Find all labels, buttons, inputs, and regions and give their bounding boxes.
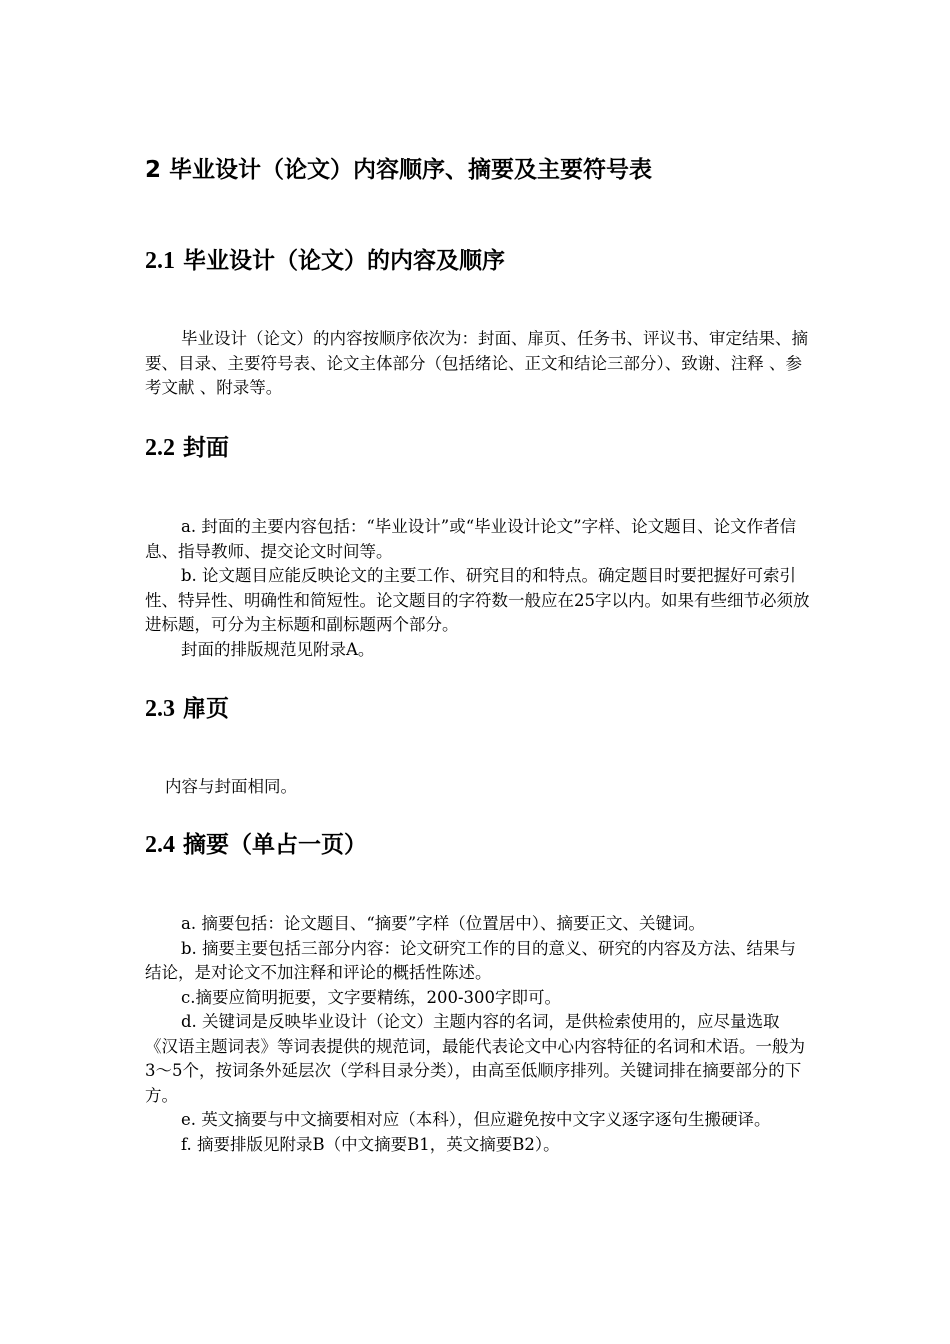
paragraph: d. 关键词是反映毕业设计（论文）主题内容的名词，是供检索使用的，应尽量选取《汉语主题词表》等词表提供的规范词，最能代表论文中心内容特征的名词和术语。一般为3～5个，按词条外延层次（学科目录分类），由高至低顺序排列。关键词排在摘要部分的下方。 <box>145 1012 805 1105</box>
paragraph: a. 封面的主要内容包括：“毕业设计”或“毕业设计论文”字样、论文题目、论文作者信息、指导教师、提交论文时间等。 <box>145 517 797 561</box>
section-body-2-4 <box>145 912 810 1157</box>
paragraph: c.摘要应简明扼要，文字要精练，200-300字即可。 <box>181 987 562 1007</box>
section-title: 封面 <box>183 434 230 461</box>
section-heading-2-4 <box>145 828 845 862</box>
paragraph: b. 论文题目应能反映论文的主要工作、研究目的和特点。确定题目时要把握好可索引性、特异性、明确性和简短性。论文题目的字符数一般应在25字以内。如果有些细节必须放进标题，可分为主标题和副标题两个部分。 <box>145 566 810 634</box>
main-heading: 2 毕业设计（论文）内容顺序、摘要及主要符号表 <box>145 157 653 183</box>
paragraph: 毕业设计（论文）的内容按顺序依次为：封面、扉页、任务书、评议书、审定结果、摘要、目录、主要符号表、论文主体部分（包括绪论、正文和结论三部分）、致谢、注释 、参考文献 、附录等。 <box>145 329 808 397</box>
section-title: 毕业设计（论文）的内容及顺序 <box>183 247 506 274</box>
paragraph: 封面的排版规范见附录A。 <box>181 639 375 659</box>
section-number: 2.4 <box>145 832 175 858</box>
section-title: 摘要（单占一页） <box>183 831 368 858</box>
section-body-2-1 <box>145 327 810 401</box>
section-number: 2.3 <box>145 696 175 722</box>
paragraph: e. 英文摘要与中文摘要相对应（本科），但应避免按中文字义逐字逐句生搬硬译。 <box>181 1110 771 1129</box>
paragraph: a. 摘要包括：论文题目、“摘要”字样（位置居中）、摘要正文、关键词。 <box>181 914 705 933</box>
section-heading-2-2 <box>145 431 845 465</box>
section-number: 2.1 <box>145 248 175 274</box>
section-body-2-2 <box>145 515 810 662</box>
paragraph: f. 摘要排版见附录B（中文摘要B1，英文摘要B2）。 <box>181 1134 560 1154</box>
paragraph: b. 摘要主要包括三部分内容：论文研究工作的目的意义、研究的内容及方法、结果与结论，是对论文不加注释和评论的概括性陈述。 <box>145 938 797 982</box>
section-body-2-3 <box>145 775 810 800</box>
section-heading-2-1 <box>145 244 845 278</box>
paragraph: 内容与封面相同。 <box>165 777 297 796</box>
section-number: 2.2 <box>145 435 175 461</box>
section-title: 扉页 <box>183 695 230 722</box>
section-heading-2-3 <box>145 692 845 726</box>
